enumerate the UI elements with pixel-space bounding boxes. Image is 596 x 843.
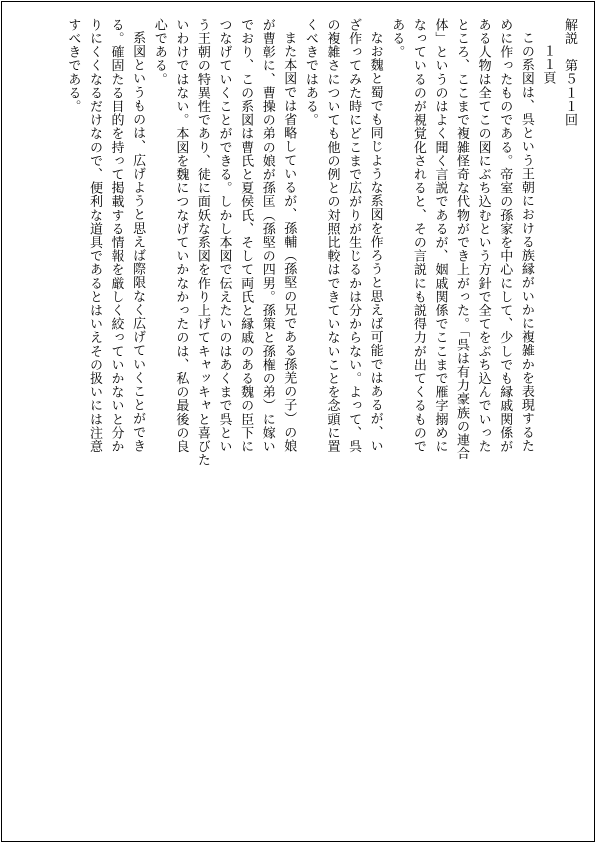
paragraph-3-line-2: が曹彰に、曹操の弟の娘が孫匡（孫堅の四男。孫策と孫権の弟）に嫁い xyxy=(259,18,275,454)
paragraph-1-line-1: この系図は、呉という王朝における族縁がいかに複雑かを表現するた xyxy=(518,31,534,453)
paragraph-1-line-3: ある人物は全てこの図にぶち込むという方針で全てをぶち込んでいった xyxy=(475,18,491,454)
paragraph-3-line-6: いわけではない。本図を魏につなげていかなかったのは、私の最後の良 xyxy=(173,18,189,454)
paragraph-4-line-3: りにくくなるだけなので、便利な道具であるとはいえその扱いには注意 xyxy=(86,18,102,454)
paragraph-3-line-5: う王朝の特異性であり、徒に面妖な系図を作り上げてキャッキャと喜びた xyxy=(194,18,210,467)
paragraph-4-line-2: る。確固たる目的を持って掲載する情報を厳しく絞っていかないと分か xyxy=(108,18,124,454)
paragraph-3-line-1: また本図では省略しているが、孫輔（孫堅の兄である孫羌の子）の娘 xyxy=(281,31,297,453)
paragraph-4-line-4: すべきである。 xyxy=(65,18,81,114)
paragraph-1-line-6: なっているのが視覚化されると、その言説にも説得力が出てくるもので xyxy=(410,18,426,454)
paragraph-2-line-1: なお魏と蜀でも同じような系図を作ろうと思えば可能ではあるが、い xyxy=(367,31,383,453)
paragraph-1-line-2: めに作ったものである。帝室の孫家を中心にして、少しでも縁戚関係が xyxy=(497,18,513,454)
paragraph-2-line-4: くべきではある。 xyxy=(302,18,318,127)
paragraph-3-line-3: でおり、この系図は曹氏と夏侯氏、そして両氏と縁戚のある魏の臣下に xyxy=(238,18,254,454)
paragraph-4-line-1: 系図というものは、広げようと思えば際限なく広げていくことができ xyxy=(130,31,146,453)
paragraph-1-line-5: 体」というのはよく聞く言説であるが、姻戚関係でここまで雁字搦めに xyxy=(432,18,448,454)
document-page xyxy=(1,1,595,842)
paragraph-1-line-4: ところ、ここまで複雑怪奇な代物ができ上がった。「呉は有力豪族の連合 xyxy=(454,18,470,461)
paragraph-2-line-3: の複雑さについても他の例との対照比較はできていないことを念頭に置 xyxy=(324,18,340,454)
paragraph-2-line-2: ざ作ってみた時にどこまで広がりが生じるかは分からない。よって、呉 xyxy=(346,18,362,454)
paragraph-3-line-7: 心である。 xyxy=(151,18,167,86)
paragraph-1-line-7: ある。 xyxy=(389,18,405,59)
vertical-text-body xyxy=(62,18,580,738)
header-title: 解説 第５１１回 xyxy=(562,18,577,127)
page-label: １１頁 xyxy=(540,44,556,85)
paragraph-3-line-4: つなげていくことができる。しかし本図で伝えたいのはあくまで呉とい xyxy=(216,18,232,454)
